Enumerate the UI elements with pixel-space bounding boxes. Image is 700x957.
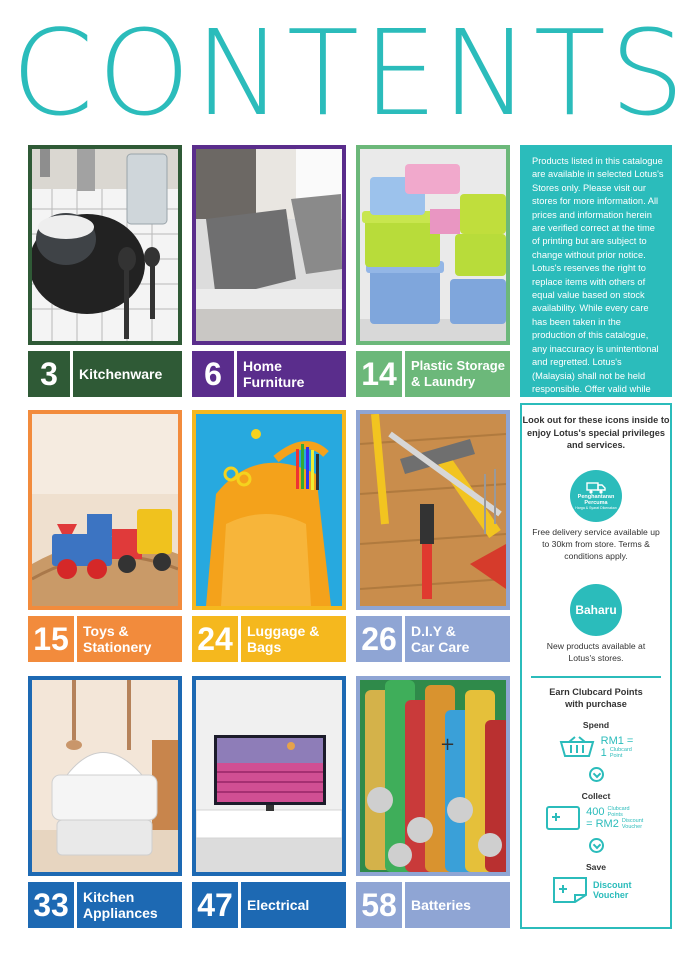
icons-heading: Look out for these icons inside to enjoy Lotus's special privileges and services.	[522, 415, 670, 450]
page-number: 14	[356, 351, 402, 397]
page-number: 47	[192, 882, 238, 928]
plastic-storage-photo	[356, 145, 510, 345]
spend-line1: RM1 =	[600, 734, 634, 747]
card-icon	[546, 806, 580, 830]
section-name: Kitchen Appliances	[77, 882, 182, 928]
new-caption: New products available at Lotus's stores.	[546, 640, 646, 663]
page-number: 6	[192, 351, 234, 397]
spend-step	[522, 735, 670, 759]
delivery-icon-sublabel: Harga & Syarat Dikenakan	[575, 505, 617, 510]
electrical-photo	[192, 676, 346, 876]
collect-unit: Clubcard Points	[607, 805, 630, 818]
page-number: 3	[28, 351, 70, 397]
page-number: 15	[28, 616, 74, 662]
save-step	[522, 877, 670, 903]
page-number: 58	[356, 882, 402, 928]
disclaimer-text: Products listed in this catalogue are available in selected Lotus's Stores only. Please visit our stores for more information. All prices and information herein are verified correct at the time of printing but are subject to change without prior notice. Lotus's reserves the right to replace items with others of equal value based on stock availability. While every care has been taken in the production of this catalogue, any inaccuracy is unintentional and regretted. Lotus's (Malaysia) shall not be held responsible. Offer valid while stocks last.	[532, 156, 664, 408]
new-icon-label: Baharu	[575, 602, 617, 617]
delivery-caption: Free delivery service available up to 30km from store. Terms & conditions apply.	[532, 526, 660, 561]
section-name: Electrical	[241, 882, 346, 928]
page-number: 33	[28, 882, 74, 928]
collect-value-unit: Discount Voucher	[621, 817, 644, 830]
svg-text:+: +	[440, 734, 456, 755]
batteries-photo	[356, 676, 510, 876]
section-name: Luggage & Bags	[241, 616, 346, 662]
spend-points: 1	[600, 746, 607, 759]
section-name: D.I.Y & Car Care	[405, 616, 510, 662]
free-delivery-icon	[570, 470, 622, 522]
save-title: Save	[585, 861, 607, 872]
kitchenware-photo	[28, 145, 182, 345]
section-name: Kitchenware	[73, 351, 182, 397]
truck-icon	[586, 482, 606, 494]
section-name: Toys & Stationery	[77, 616, 182, 662]
spend-unit: Clubcard Point	[609, 746, 632, 759]
basket-icon	[559, 736, 595, 758]
section-name: Batteries	[405, 882, 510, 928]
diy-photo	[356, 410, 510, 610]
toys-photo	[28, 410, 182, 610]
luggage-photo	[192, 410, 346, 610]
chevron-down-icon	[589, 767, 604, 782]
kitchen-appliances-photo	[28, 676, 182, 876]
furniture-photo	[192, 145, 346, 345]
disclaimer-panel	[520, 145, 672, 408]
page-number: 26	[356, 616, 402, 662]
new-product-icon	[570, 584, 622, 636]
divider	[531, 676, 661, 678]
chevron-down-icon	[589, 838, 604, 853]
page-number: 24	[192, 616, 238, 662]
voucher-icon	[553, 877, 587, 903]
privileges-panel	[520, 403, 672, 929]
collect-points: 400	[586, 805, 605, 818]
delivery-icon-label: Penghantaran Percuma	[577, 493, 615, 506]
spend-title: Spend	[582, 719, 610, 730]
clubcard-heading: Earn Clubcard Points with purchase	[549, 686, 643, 709]
collect-title: Collect	[581, 790, 611, 801]
section-name: Plastic Storage & Laundry	[405, 351, 510, 397]
section-name: Home Furniture	[237, 351, 346, 397]
collect-step	[522, 806, 670, 830]
collect-value: = RM2	[586, 817, 619, 830]
page-title: CONTENTS	[11, 4, 689, 142]
save-label: Discount Voucher	[593, 879, 632, 900]
